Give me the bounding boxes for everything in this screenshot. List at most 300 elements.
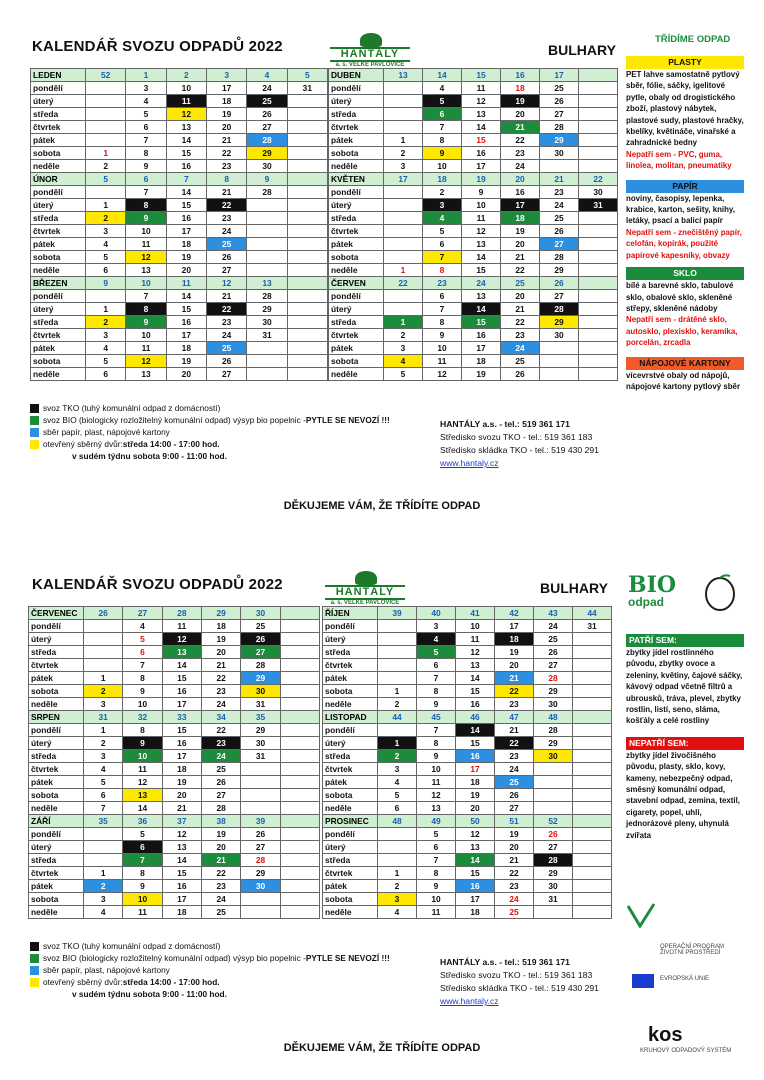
- date-cell: 15: [166, 199, 206, 212]
- date-cell: 13: [126, 368, 166, 381]
- date-cell: 7: [417, 854, 456, 867]
- day-row: [31, 290, 328, 303]
- week-number: [280, 711, 319, 724]
- date-cell: [280, 880, 319, 893]
- date-cell: [384, 199, 423, 212]
- week-number: 35: [241, 711, 280, 724]
- date-cell: 3: [378, 893, 417, 906]
- date-cell: 13: [456, 841, 495, 854]
- eu-logo: EVROPSKÁ UNIE: [660, 976, 710, 982]
- day-name: středa: [323, 854, 378, 867]
- date-cell: 4: [378, 776, 417, 789]
- date-cell: [384, 95, 423, 108]
- date-cell: 27: [534, 841, 573, 854]
- date-cell: 24: [495, 763, 534, 776]
- date-cell: 4: [423, 212, 462, 225]
- date-cell: 25: [201, 906, 240, 919]
- date-cell: 30: [247, 160, 287, 173]
- date-cell: 14: [462, 303, 501, 316]
- month-header: [29, 607, 320, 620]
- date-cell: [86, 95, 126, 108]
- week-number: 7: [166, 173, 206, 186]
- date-cell: 16: [462, 147, 501, 160]
- date-cell: 3: [384, 342, 423, 355]
- date-cell: 5: [384, 368, 423, 381]
- date-cell: 16: [162, 737, 201, 750]
- date-cell: 31: [573, 620, 612, 633]
- date-cell: [84, 828, 123, 841]
- date-cell: 10: [123, 698, 162, 711]
- date-cell: 8: [123, 724, 162, 737]
- day-row: [29, 867, 320, 880]
- date-cell: 7: [123, 854, 162, 867]
- date-cell: 22: [206, 147, 246, 160]
- date-cell: 1: [384, 134, 423, 147]
- date-cell: 24: [206, 329, 246, 342]
- week-number: 33: [162, 711, 201, 724]
- date-cell: 18: [456, 776, 495, 789]
- week-number: 9: [86, 277, 126, 290]
- day-row: [329, 368, 618, 381]
- week-number: 52: [86, 69, 126, 82]
- day-row: [31, 186, 328, 199]
- date-cell: [280, 789, 319, 802]
- date-cell: 21: [501, 251, 540, 264]
- day-name: pátek: [31, 342, 86, 355]
- date-cell: 17: [456, 763, 495, 776]
- day-name: sobota: [29, 789, 84, 802]
- day-name: čtvrtek: [29, 659, 84, 672]
- date-cell: [579, 316, 618, 329]
- day-row: [31, 368, 328, 381]
- date-cell: 21: [495, 724, 534, 737]
- date-cell: 17: [166, 329, 206, 342]
- website-link-2[interactable]: www.hantaly.cz: [440, 996, 499, 1006]
- day-row: [29, 698, 320, 711]
- month-name: SRPEN: [29, 711, 84, 724]
- week-number: 48: [378, 815, 417, 828]
- date-cell: 4: [86, 342, 126, 355]
- date-cell: 11: [162, 620, 201, 633]
- day-row: [323, 685, 612, 698]
- date-cell: [378, 659, 417, 672]
- date-cell: [573, 828, 612, 841]
- month-header: [323, 711, 612, 724]
- week-number: 35: [84, 815, 123, 828]
- week-number: 48: [534, 711, 573, 724]
- date-cell: 23: [206, 316, 246, 329]
- day-row: [31, 342, 328, 355]
- date-cell: 27: [540, 290, 579, 303]
- date-cell: 16: [166, 316, 206, 329]
- day-name: čtvrtek: [31, 121, 86, 134]
- date-cell: [384, 212, 423, 225]
- legend-2: svoz TKO (tuhý komunální odpad z domácností) svoz BIO (biologicky rozložitelný komunální odpad) výsyp bio popelnic - PYTLE SE NEVOZÍ !!! sběr papír, plast, nápojové kartony otevřený sběrný dvůr: středa 14:00 - 17:00 hod. v sudém týdnu sobota 9:00 - 11:00 hod.: [30, 940, 390, 1000]
- date-cell: [247, 199, 287, 212]
- date-cell: 8: [417, 737, 456, 750]
- week-number: 39: [241, 815, 280, 828]
- week-number: 32: [123, 711, 162, 724]
- date-cell: [287, 225, 327, 238]
- date-cell: 13: [123, 789, 162, 802]
- date-cell: 23: [540, 186, 579, 199]
- date-cell: 25: [247, 95, 287, 108]
- date-cell: 6: [417, 841, 456, 854]
- date-cell: 14: [456, 672, 495, 685]
- date-cell: 9: [423, 329, 462, 342]
- date-cell: 5: [423, 225, 462, 238]
- day-name: pondělí: [323, 620, 378, 633]
- date-cell: 15: [462, 316, 501, 329]
- date-cell: 27: [495, 802, 534, 815]
- date-cell: [280, 893, 319, 906]
- date-cell: [86, 290, 126, 303]
- day-row: [323, 802, 612, 815]
- day-row: [29, 828, 320, 841]
- day-row: [323, 698, 612, 711]
- date-cell: 8: [417, 867, 456, 880]
- date-cell: 29: [534, 867, 573, 880]
- date-cell: [280, 802, 319, 815]
- date-cell: [573, 763, 612, 776]
- date-cell: 18: [206, 95, 246, 108]
- date-cell: [287, 186, 327, 199]
- date-cell: 12: [126, 355, 166, 368]
- date-cell: 25: [206, 238, 246, 251]
- date-cell: 9: [123, 737, 162, 750]
- week-number: 17: [540, 69, 579, 82]
- date-cell: [579, 95, 618, 108]
- week-number: 17: [384, 173, 423, 186]
- date-cell: [241, 789, 280, 802]
- day-row: [29, 906, 320, 919]
- week-number: 2: [166, 69, 206, 82]
- date-cell: 29: [540, 264, 579, 277]
- date-cell: 7: [84, 802, 123, 815]
- kos-subtitle: KRUHOVÝ ODPADOVÝ SYSTÉM: [640, 1048, 732, 1054]
- date-cell: [540, 160, 579, 173]
- page-title: KALENDÁŘ SVOZU ODPADŮ 2022: [32, 38, 283, 55]
- date-cell: [573, 802, 612, 815]
- day-row: [31, 238, 328, 251]
- date-cell: 3: [86, 329, 126, 342]
- date-cell: 4: [423, 82, 462, 95]
- week-number: 43: [534, 607, 573, 620]
- date-cell: [247, 225, 287, 238]
- date-cell: 2: [86, 316, 126, 329]
- date-cell: 15: [462, 134, 501, 147]
- legend-paper: sběr papír, plast, nápojové kartony: [43, 427, 170, 437]
- date-cell: 17: [456, 893, 495, 906]
- date-cell: [579, 108, 618, 121]
- date-cell: [287, 95, 327, 108]
- date-cell: [86, 186, 126, 199]
- date-cell: 14: [162, 659, 201, 672]
- date-cell: 15: [162, 672, 201, 685]
- date-cell: 13: [462, 108, 501, 121]
- day-name: sobota: [329, 251, 384, 264]
- week-number: 22: [384, 277, 423, 290]
- week-number: [573, 711, 612, 724]
- date-cell: 14: [462, 251, 501, 264]
- date-cell: 10: [417, 763, 456, 776]
- date-cell: 8: [423, 264, 462, 277]
- date-cell: [378, 672, 417, 685]
- date-cell: 8: [417, 685, 456, 698]
- week-number: 30: [241, 607, 280, 620]
- date-cell: 12: [166, 108, 206, 121]
- date-cell: 22: [495, 685, 534, 698]
- date-cell: 8: [423, 134, 462, 147]
- date-cell: [287, 355, 327, 368]
- date-cell: 5: [123, 828, 162, 841]
- sorting-sidebar: PLASTY PET lahve samostatně pytlový sběr, fólie, sáčky, igelitové pytle, obaly od drogistického zboží, plastový nábytek, plastové sudy, plastové hračky, kbelíky, květináče, vinařské a zahradnické bedny Nepatří sem - PVC, guma, linolea, molitan, pneumatiky PAPÍR noviny, časopisy, lepenka, krabice, karton, sešity, knihy, letáky, psací a balicí papír Nepatří sem - znečištěný papír, celofán, kopírák, použité papírové kapesníky, obvazy SKLO bílé a barevné sklo, tabulové sklo, obalové sklo, skleněné střepy, skleněné nádoby Nepatří sem - drátěné sklo, autosklo, plexisklo, keramika, porcelán, zrcadla NÁPOJOVÉ KARTONY vícevrstvé obaly od nápojů, nápojové kartony pytlový sběr: [626, 57, 744, 391]
- date-cell: 29: [247, 147, 287, 160]
- date-cell: 2: [423, 186, 462, 199]
- date-cell: 21: [206, 134, 246, 147]
- date-cell: 8: [126, 303, 166, 316]
- day-name: pátek: [323, 776, 378, 789]
- week-number: 49: [417, 815, 456, 828]
- day-name: úterý: [329, 95, 384, 108]
- day-row: [29, 620, 320, 633]
- week-number: 6: [126, 173, 166, 186]
- date-cell: [573, 789, 612, 802]
- date-cell: 25: [495, 906, 534, 919]
- date-cell: 11: [423, 355, 462, 368]
- day-row: [329, 225, 618, 238]
- date-cell: 22: [201, 724, 240, 737]
- day-row: [31, 225, 328, 238]
- date-cell: 26: [241, 633, 280, 646]
- day-name: pátek: [29, 776, 84, 789]
- date-cell: 17: [166, 225, 206, 238]
- date-cell: 26: [534, 828, 573, 841]
- date-cell: [86, 121, 126, 134]
- date-cell: [540, 342, 579, 355]
- date-cell: 11: [417, 776, 456, 789]
- date-cell: 23: [495, 880, 534, 893]
- date-cell: 30: [540, 147, 579, 160]
- date-cell: 12: [423, 368, 462, 381]
- date-cell: 30: [534, 880, 573, 893]
- day-name: sobota: [29, 893, 84, 906]
- date-cell: 11: [123, 906, 162, 919]
- day-row: [323, 737, 612, 750]
- date-cell: 7: [126, 290, 166, 303]
- date-cell: 11: [123, 763, 162, 776]
- date-cell: [384, 238, 423, 251]
- date-cell: [579, 160, 618, 173]
- week-number: 1: [126, 69, 166, 82]
- date-cell: 26: [201, 776, 240, 789]
- day-row: [29, 646, 320, 659]
- day-row: [31, 95, 328, 108]
- date-cell: 4: [384, 355, 423, 368]
- date-cell: 6: [123, 646, 162, 659]
- date-cell: 3: [84, 698, 123, 711]
- date-cell: 3: [126, 82, 166, 95]
- date-cell: 19: [166, 251, 206, 264]
- date-cell: 26: [534, 646, 573, 659]
- date-cell: 18: [201, 620, 240, 633]
- day-name: pátek: [31, 238, 86, 251]
- date-cell: [280, 737, 319, 750]
- date-cell: 11: [456, 633, 495, 646]
- date-cell: [579, 147, 618, 160]
- week-number: 5: [287, 69, 327, 82]
- week-number: 10: [126, 277, 166, 290]
- month-header: [29, 815, 320, 828]
- date-cell: 3: [417, 620, 456, 633]
- date-cell: 9: [123, 685, 162, 698]
- month-name: ZÁŘÍ: [29, 815, 84, 828]
- week-number: [287, 173, 327, 186]
- day-name: neděle: [29, 698, 84, 711]
- date-cell: 17: [206, 82, 246, 95]
- date-cell: [287, 264, 327, 277]
- day-name: středa: [323, 646, 378, 659]
- date-cell: 3: [384, 160, 423, 173]
- day-name: neděle: [329, 264, 384, 277]
- website-link[interactable]: www.hantaly.cz: [440, 458, 499, 468]
- date-cell: 17: [501, 199, 540, 212]
- date-cell: 17: [462, 342, 501, 355]
- date-cell: 1: [378, 867, 417, 880]
- date-cell: 3: [86, 225, 126, 238]
- day-row: [31, 303, 328, 316]
- date-cell: [573, 659, 612, 672]
- week-number: 25: [501, 277, 540, 290]
- date-cell: 2: [378, 750, 417, 763]
- date-cell: 15: [166, 147, 206, 160]
- week-number: 51: [495, 815, 534, 828]
- date-cell: 20: [495, 659, 534, 672]
- week-number: [280, 607, 319, 620]
- week-number: 3: [206, 69, 246, 82]
- date-cell: 14: [456, 854, 495, 867]
- month-name: BŘEZEN: [31, 277, 86, 290]
- week-number: 23: [423, 277, 462, 290]
- date-cell: [241, 802, 280, 815]
- date-cell: [384, 225, 423, 238]
- date-cell: 12: [462, 95, 501, 108]
- date-cell: 19: [201, 828, 240, 841]
- date-cell: [378, 724, 417, 737]
- date-cell: 28: [540, 303, 579, 316]
- date-cell: 11: [166, 95, 206, 108]
- date-cell: 18: [162, 763, 201, 776]
- date-cell: 24: [540, 199, 579, 212]
- day-name: čtvrtek: [329, 121, 384, 134]
- date-cell: 27: [241, 841, 280, 854]
- date-cell: [579, 238, 618, 251]
- date-cell: 16: [456, 698, 495, 711]
- date-cell: 22: [501, 134, 540, 147]
- date-cell: [573, 906, 612, 919]
- date-cell: 12: [456, 828, 495, 841]
- sort-heading: TŘÍDÍME ODPAD: [655, 34, 731, 45]
- date-cell: [579, 342, 618, 355]
- date-cell: 9: [126, 212, 166, 225]
- date-cell: [287, 238, 327, 251]
- date-cell: 6: [378, 802, 417, 815]
- day-name: čtvrtek: [29, 763, 84, 776]
- day-name: pátek: [329, 134, 384, 147]
- date-cell: 1: [86, 199, 126, 212]
- date-cell: [378, 633, 417, 646]
- date-cell: 3: [423, 199, 462, 212]
- date-cell: 4: [126, 95, 166, 108]
- date-cell: 26: [206, 355, 246, 368]
- date-cell: 18: [166, 238, 206, 251]
- day-name: středa: [29, 854, 84, 867]
- day-row: [31, 251, 328, 264]
- week-number: [287, 277, 327, 290]
- date-cell: 9: [126, 316, 166, 329]
- date-cell: 31: [241, 698, 280, 711]
- date-cell: [579, 251, 618, 264]
- date-cell: 6: [423, 290, 462, 303]
- day-row: [29, 854, 320, 867]
- day-name: neděle: [29, 802, 84, 815]
- date-cell: [280, 906, 319, 919]
- date-cell: 20: [166, 368, 206, 381]
- date-cell: [573, 646, 612, 659]
- date-cell: 10: [423, 342, 462, 355]
- date-cell: 31: [579, 199, 618, 212]
- date-cell: 18: [495, 633, 534, 646]
- day-name: úterý: [31, 303, 86, 316]
- day-row: [29, 672, 320, 685]
- month-header: [329, 69, 618, 82]
- date-cell: 5: [378, 789, 417, 802]
- day-row: [323, 776, 612, 789]
- day-name: pondělí: [323, 724, 378, 737]
- date-cell: [573, 776, 612, 789]
- date-cell: [384, 303, 423, 316]
- date-cell: 7: [423, 121, 462, 134]
- date-cell: 12: [162, 633, 201, 646]
- date-cell: 4: [84, 906, 123, 919]
- day-row: [29, 724, 320, 737]
- date-cell: 2: [384, 329, 423, 342]
- week-number: 34: [201, 711, 240, 724]
- date-cell: 20: [495, 841, 534, 854]
- day-name: čtvrtek: [31, 225, 86, 238]
- date-cell: [287, 212, 327, 225]
- date-cell: [287, 199, 327, 212]
- date-cell: [378, 646, 417, 659]
- date-cell: [579, 225, 618, 238]
- day-name: pátek: [323, 880, 378, 893]
- week-number: 11: [166, 277, 206, 290]
- date-cell: [86, 108, 126, 121]
- date-cell: 20: [501, 108, 540, 121]
- date-cell: 29: [241, 867, 280, 880]
- date-cell: [384, 290, 423, 303]
- date-cell: 4: [417, 633, 456, 646]
- date-cell: [280, 633, 319, 646]
- day-name: pátek: [29, 672, 84, 685]
- month-name: LISTOPAD: [323, 711, 378, 724]
- date-cell: [84, 646, 123, 659]
- date-cell: 13: [166, 121, 206, 134]
- day-row: [329, 290, 618, 303]
- date-cell: 19: [501, 225, 540, 238]
- date-cell: [280, 620, 319, 633]
- date-cell: 27: [206, 368, 246, 381]
